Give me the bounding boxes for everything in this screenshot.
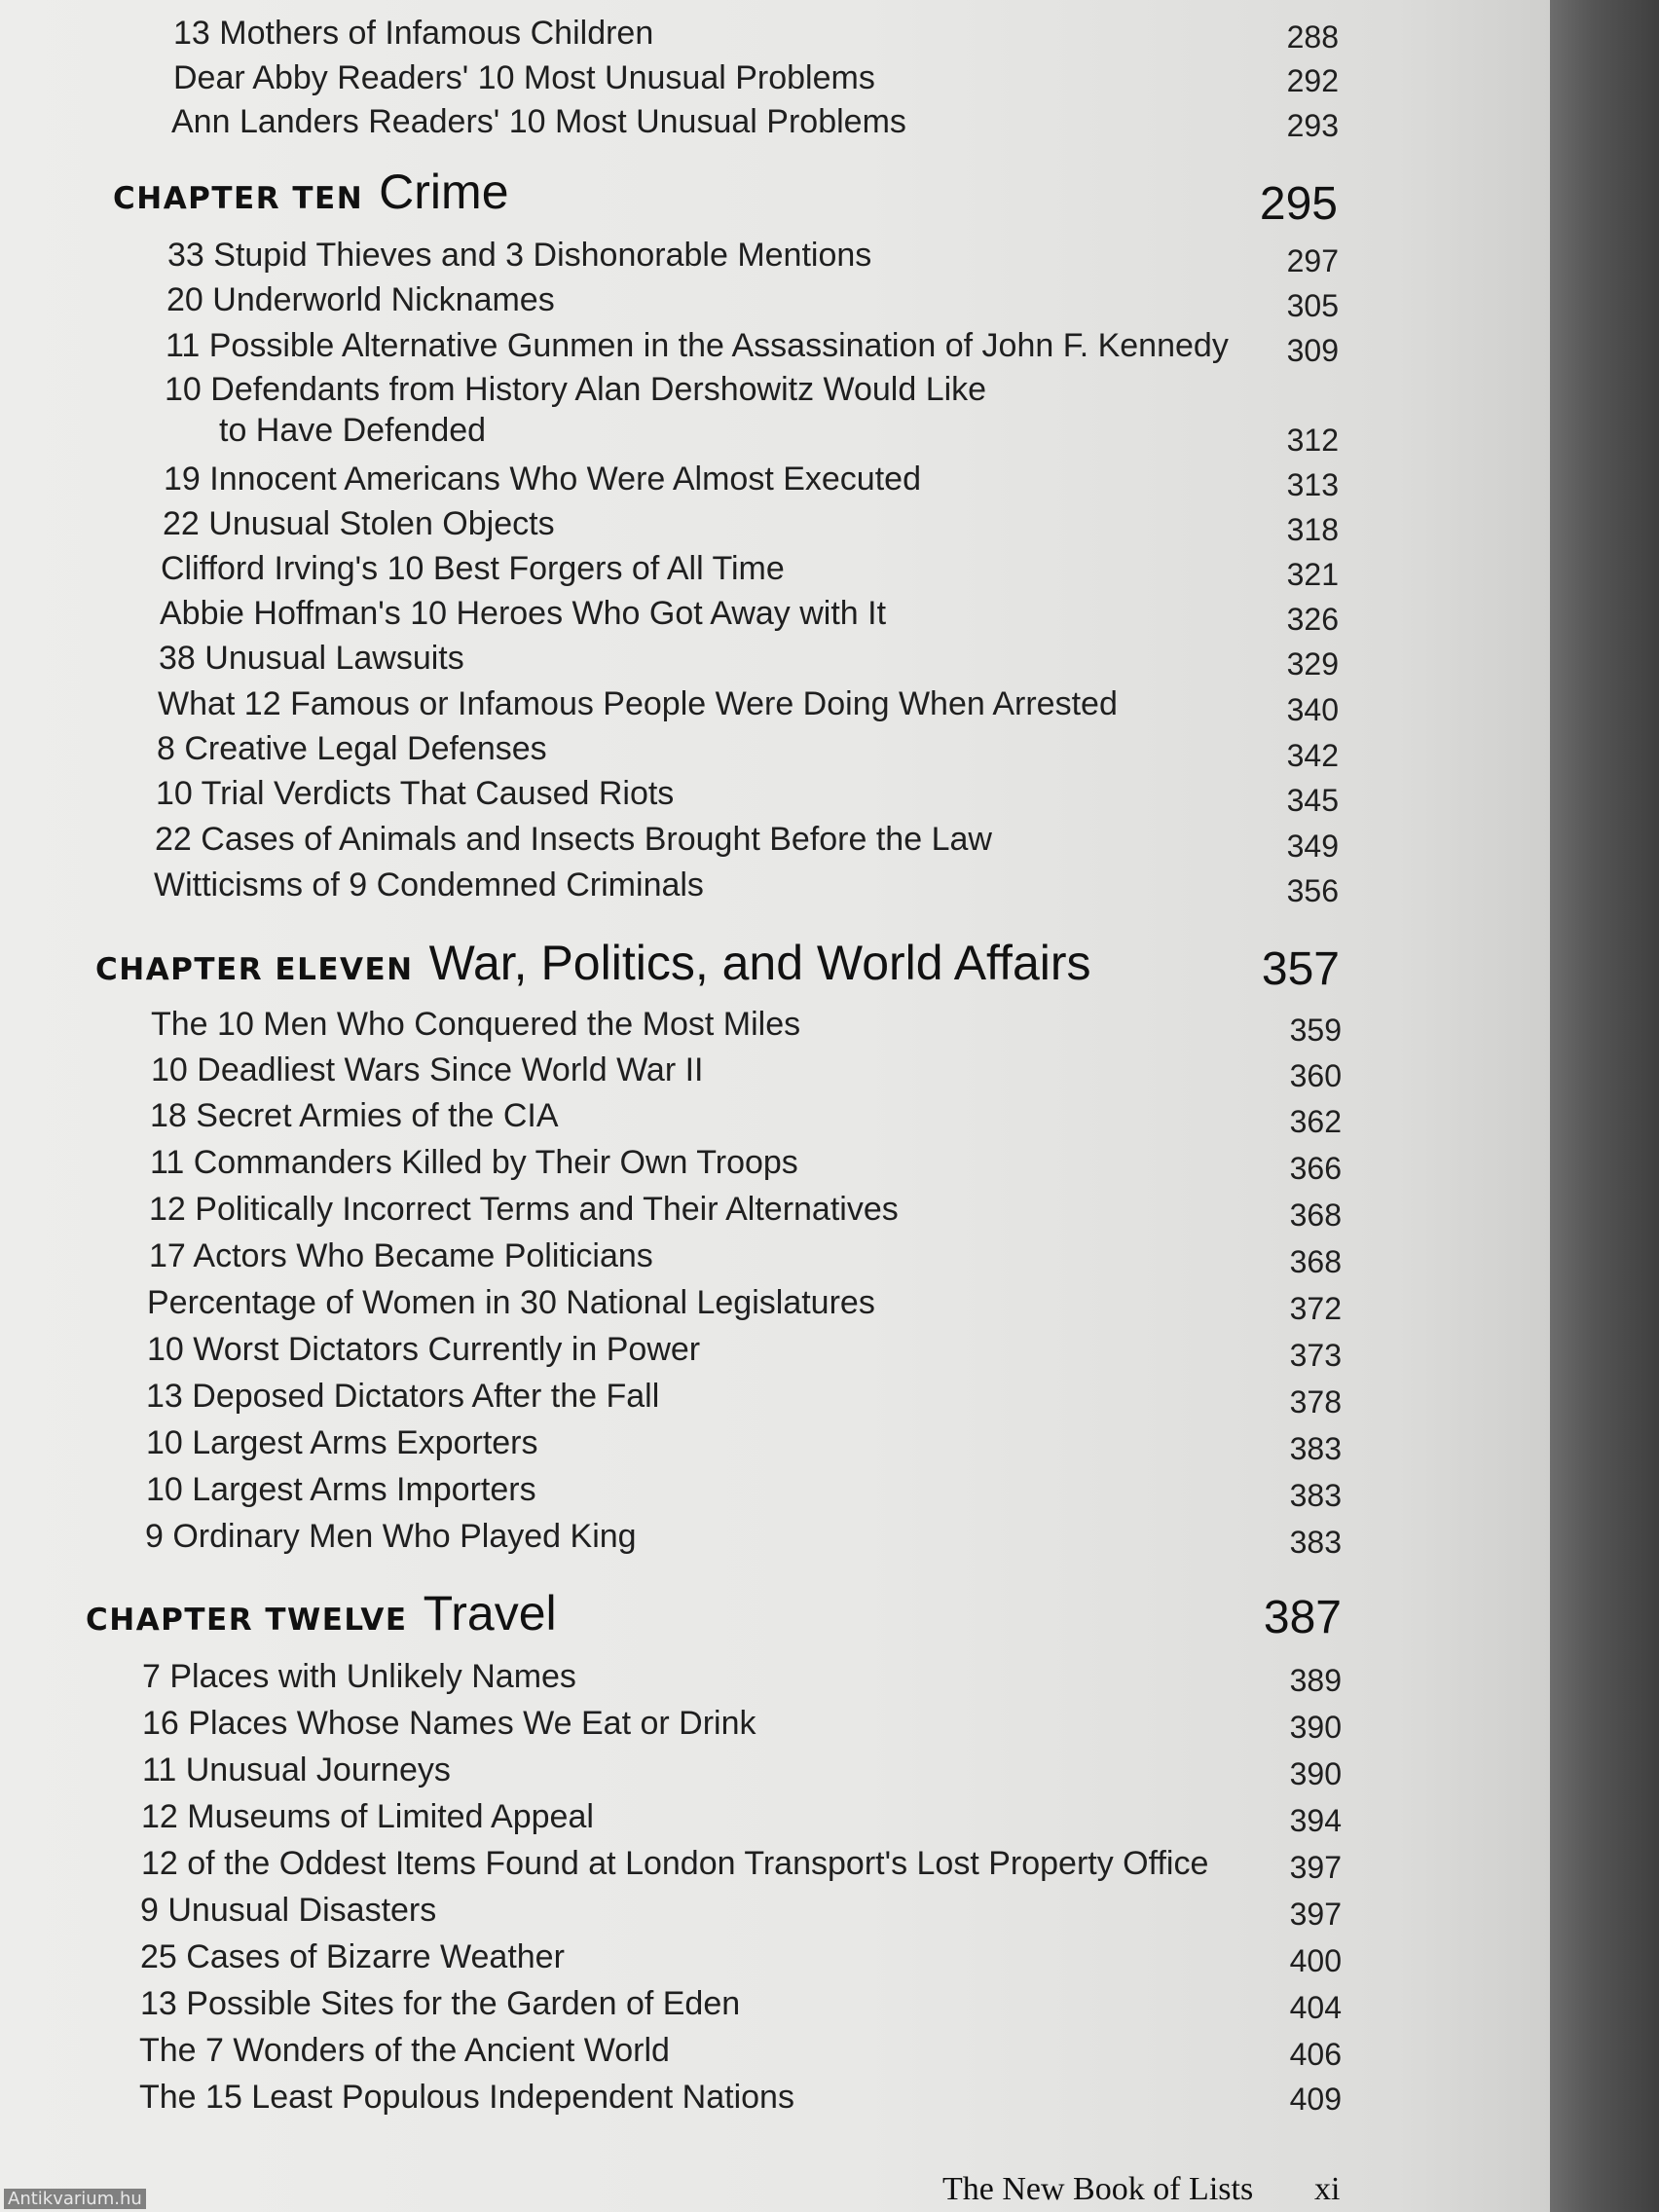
toc-entry-title: 8 Creative Legal Defenses: [157, 730, 547, 767]
toc-entry-page: 372: [1289, 1291, 1342, 1326]
toc-entry-page: 397: [1289, 1897, 1342, 1932]
chapter-title: War, Politics, and World Affairs: [428, 936, 1091, 990]
chapter-heading: [113, 164, 509, 222]
toc-entry-page: 409: [1289, 2082, 1342, 2117]
toc-entry-title: 17 Actors Who Became Politicians: [149, 1237, 653, 1274]
toc-entry-page: 406: [1289, 2037, 1342, 2072]
toc-entry-title: The 15 Least Populous Independent Nations: [139, 2079, 794, 2116]
toc-entry-title: 13 Mothers of Infamous Children: [173, 15, 654, 52]
toc-entry-page: 383: [1289, 1525, 1342, 1560]
toc-entry-title: 11 Commanders Killed by Their Own Troops: [150, 1144, 798, 1181]
toc-entry-title: 16 Places Whose Names We Eat or Drink: [142, 1705, 756, 1742]
watermark: Antikvarium.hu: [4, 2189, 146, 2209]
toc-entry-page: 390: [1289, 1756, 1342, 1791]
toc-entry-title: 25 Cases of Bizarre Weather: [140, 1938, 565, 1975]
toc-entry-page: 309: [1286, 333, 1339, 368]
toc-entry-page: 321: [1286, 557, 1339, 592]
toc-entry-title-continued: to Have Defended: [219, 412, 487, 449]
toc-entry-page: 389: [1289, 1663, 1342, 1698]
toc-entry-title: 10 Deadliest Wars Since World War II: [151, 1051, 704, 1088]
toc-entry-title: 9 Ordinary Men Who Played King: [145, 1518, 637, 1555]
toc-entry-page: 288: [1286, 19, 1339, 55]
toc-entry-page: 356: [1286, 873, 1339, 908]
toc-entry-page: 400: [1289, 1943, 1342, 1978]
toc-entry-page: 378: [1289, 1384, 1342, 1419]
chapter-label: CHAPTER TEN: [113, 181, 364, 216]
toc-entry-page: 394: [1289, 1803, 1342, 1838]
running-footer-title: The New Book of Lists: [942, 2171, 1254, 2207]
toc-entry-page: 362: [1289, 1104, 1342, 1139]
toc-entry-title: 22 Cases of Animals and Insects Brought Before the Law: [155, 821, 992, 858]
toc-entry-title: Witticisms of 9 Condemned Criminals: [154, 866, 704, 903]
toc-entry-page: 373: [1289, 1338, 1342, 1373]
toc-entry-page: 326: [1286, 602, 1339, 637]
chapter-title: Travel: [423, 1586, 557, 1641]
chapter-heading: [86, 1585, 557, 1643]
chapter-label: CHAPTER ELEVEN: [95, 952, 414, 987]
toc-entry-title: Clifford Irving's 10 Best Forgers of All Time: [161, 550, 785, 587]
toc-entry-title: 33 Stupid Thieves and 3 Dishonorable Mentions: [167, 237, 872, 274]
toc-entry-title: Dear Abby Readers' 10 Most Unusual Problems: [173, 59, 875, 96]
toc-entry-page: 359: [1289, 1013, 1342, 1048]
toc-entry-title: 13 Deposed Dictators After the Fall: [146, 1378, 660, 1415]
toc-entry-page: 390: [1289, 1710, 1342, 1745]
toc-entry-title: 10 Largest Arms Importers: [146, 1471, 536, 1508]
toc-entry-title: 11 Possible Alternative Gunmen in the Assassination of John F. Kennedy: [166, 327, 1229, 364]
toc-entry-title: 10 Largest Arms Exporters: [146, 1424, 538, 1461]
toc-entry-title: 38 Unusual Lawsuits: [159, 640, 464, 677]
chapter-label: CHAPTER TWELVE: [86, 1603, 408, 1638]
toc-entry-title: 19 Innocent Americans Who Were Almost Executed: [164, 461, 921, 498]
toc-entry-title: 9 Unusual Disasters: [140, 1892, 437, 1929]
toc-entry-page: 404: [1289, 1990, 1342, 2025]
toc-entry-page: 349: [1286, 829, 1339, 864]
chapter-page: 357: [1261, 943, 1340, 995]
toc-entry-page: 297: [1286, 243, 1339, 278]
toc-entry-title: What 12 Famous or Infamous People Were Doing When Arrested: [158, 685, 1118, 722]
toc-entry-title: 12 Museums of Limited Appeal: [141, 1798, 594, 1835]
toc-entry-page: 383: [1289, 1478, 1342, 1513]
toc-entry-title: 12 Politically Incorrect Terms and Their Alternatives: [149, 1191, 899, 1228]
toc-entry-title: 12 of the Oddest Items Found at London Transport's Lost Property Office: [141, 1845, 1209, 1882]
toc-entry-page: 313: [1286, 467, 1339, 502]
toc-entry-title: The 7 Wonders of the Ancient World: [139, 2032, 670, 2069]
toc-entry-title: 10 Defendants from History Alan Dershowitz Would Like: [165, 371, 987, 408]
chapter-title: Crime: [379, 165, 509, 219]
page-edge-shadow: [1550, 0, 1659, 2212]
toc-entry-page: 305: [1286, 288, 1339, 323]
toc-entry-title: Ann Landers Readers' 10 Most Unusual Problems: [171, 103, 906, 140]
toc-entry-title: Percentage of Women in 30 National Legislatures: [147, 1284, 875, 1321]
toc-entry-title: 20 Underworld Nicknames: [166, 281, 555, 318]
page-number: xi: [1314, 2171, 1341, 2207]
toc-entry-page: 368: [1289, 1198, 1342, 1233]
chapter-page: 387: [1263, 1592, 1342, 1643]
toc-entry-title: The 10 Men Who Conquered the Most Miles: [151, 1006, 801, 1043]
toc-entry-title: 11 Unusual Journeys: [142, 1751, 451, 1788]
toc-entry-page: 360: [1289, 1058, 1342, 1093]
toc-entry-page: 292: [1286, 63, 1339, 98]
toc-entry-page: 366: [1289, 1151, 1342, 1186]
toc-entry-title: 7 Places with Unlikely Names: [142, 1658, 576, 1695]
toc-entry-title: 18 Secret Armies of the CIA: [150, 1097, 559, 1134]
toc-entry-page: 345: [1286, 783, 1339, 818]
chapter-heading: [95, 935, 1091, 993]
toc-entry-page: 293: [1286, 108, 1339, 143]
toc-entry-title: Abbie Hoffman's 10 Heroes Who Got Away with It: [160, 595, 887, 632]
toc-entry-title: 22 Unusual Stolen Objects: [163, 505, 555, 542]
toc-entry-title: 10 Trial Verdicts That Caused Riots: [156, 775, 675, 812]
toc-entry-page: 342: [1286, 738, 1339, 773]
toc-entry-page: 318: [1286, 512, 1339, 547]
toc-entry-title: 10 Worst Dictators Currently in Power: [147, 1331, 701, 1368]
toc-entry-page: 340: [1286, 692, 1339, 727]
toc-entry-page: 329: [1286, 646, 1339, 682]
chapter-page: 295: [1259, 178, 1338, 230]
toc-entry-page: 397: [1289, 1850, 1342, 1885]
toc-entry-page: 312: [1286, 423, 1339, 458]
toc-entry-title: 13 Possible Sites for the Garden of Eden: [140, 1985, 741, 2022]
toc-entry-page: 383: [1289, 1431, 1342, 1466]
toc-entry-page: 368: [1289, 1244, 1342, 1279]
